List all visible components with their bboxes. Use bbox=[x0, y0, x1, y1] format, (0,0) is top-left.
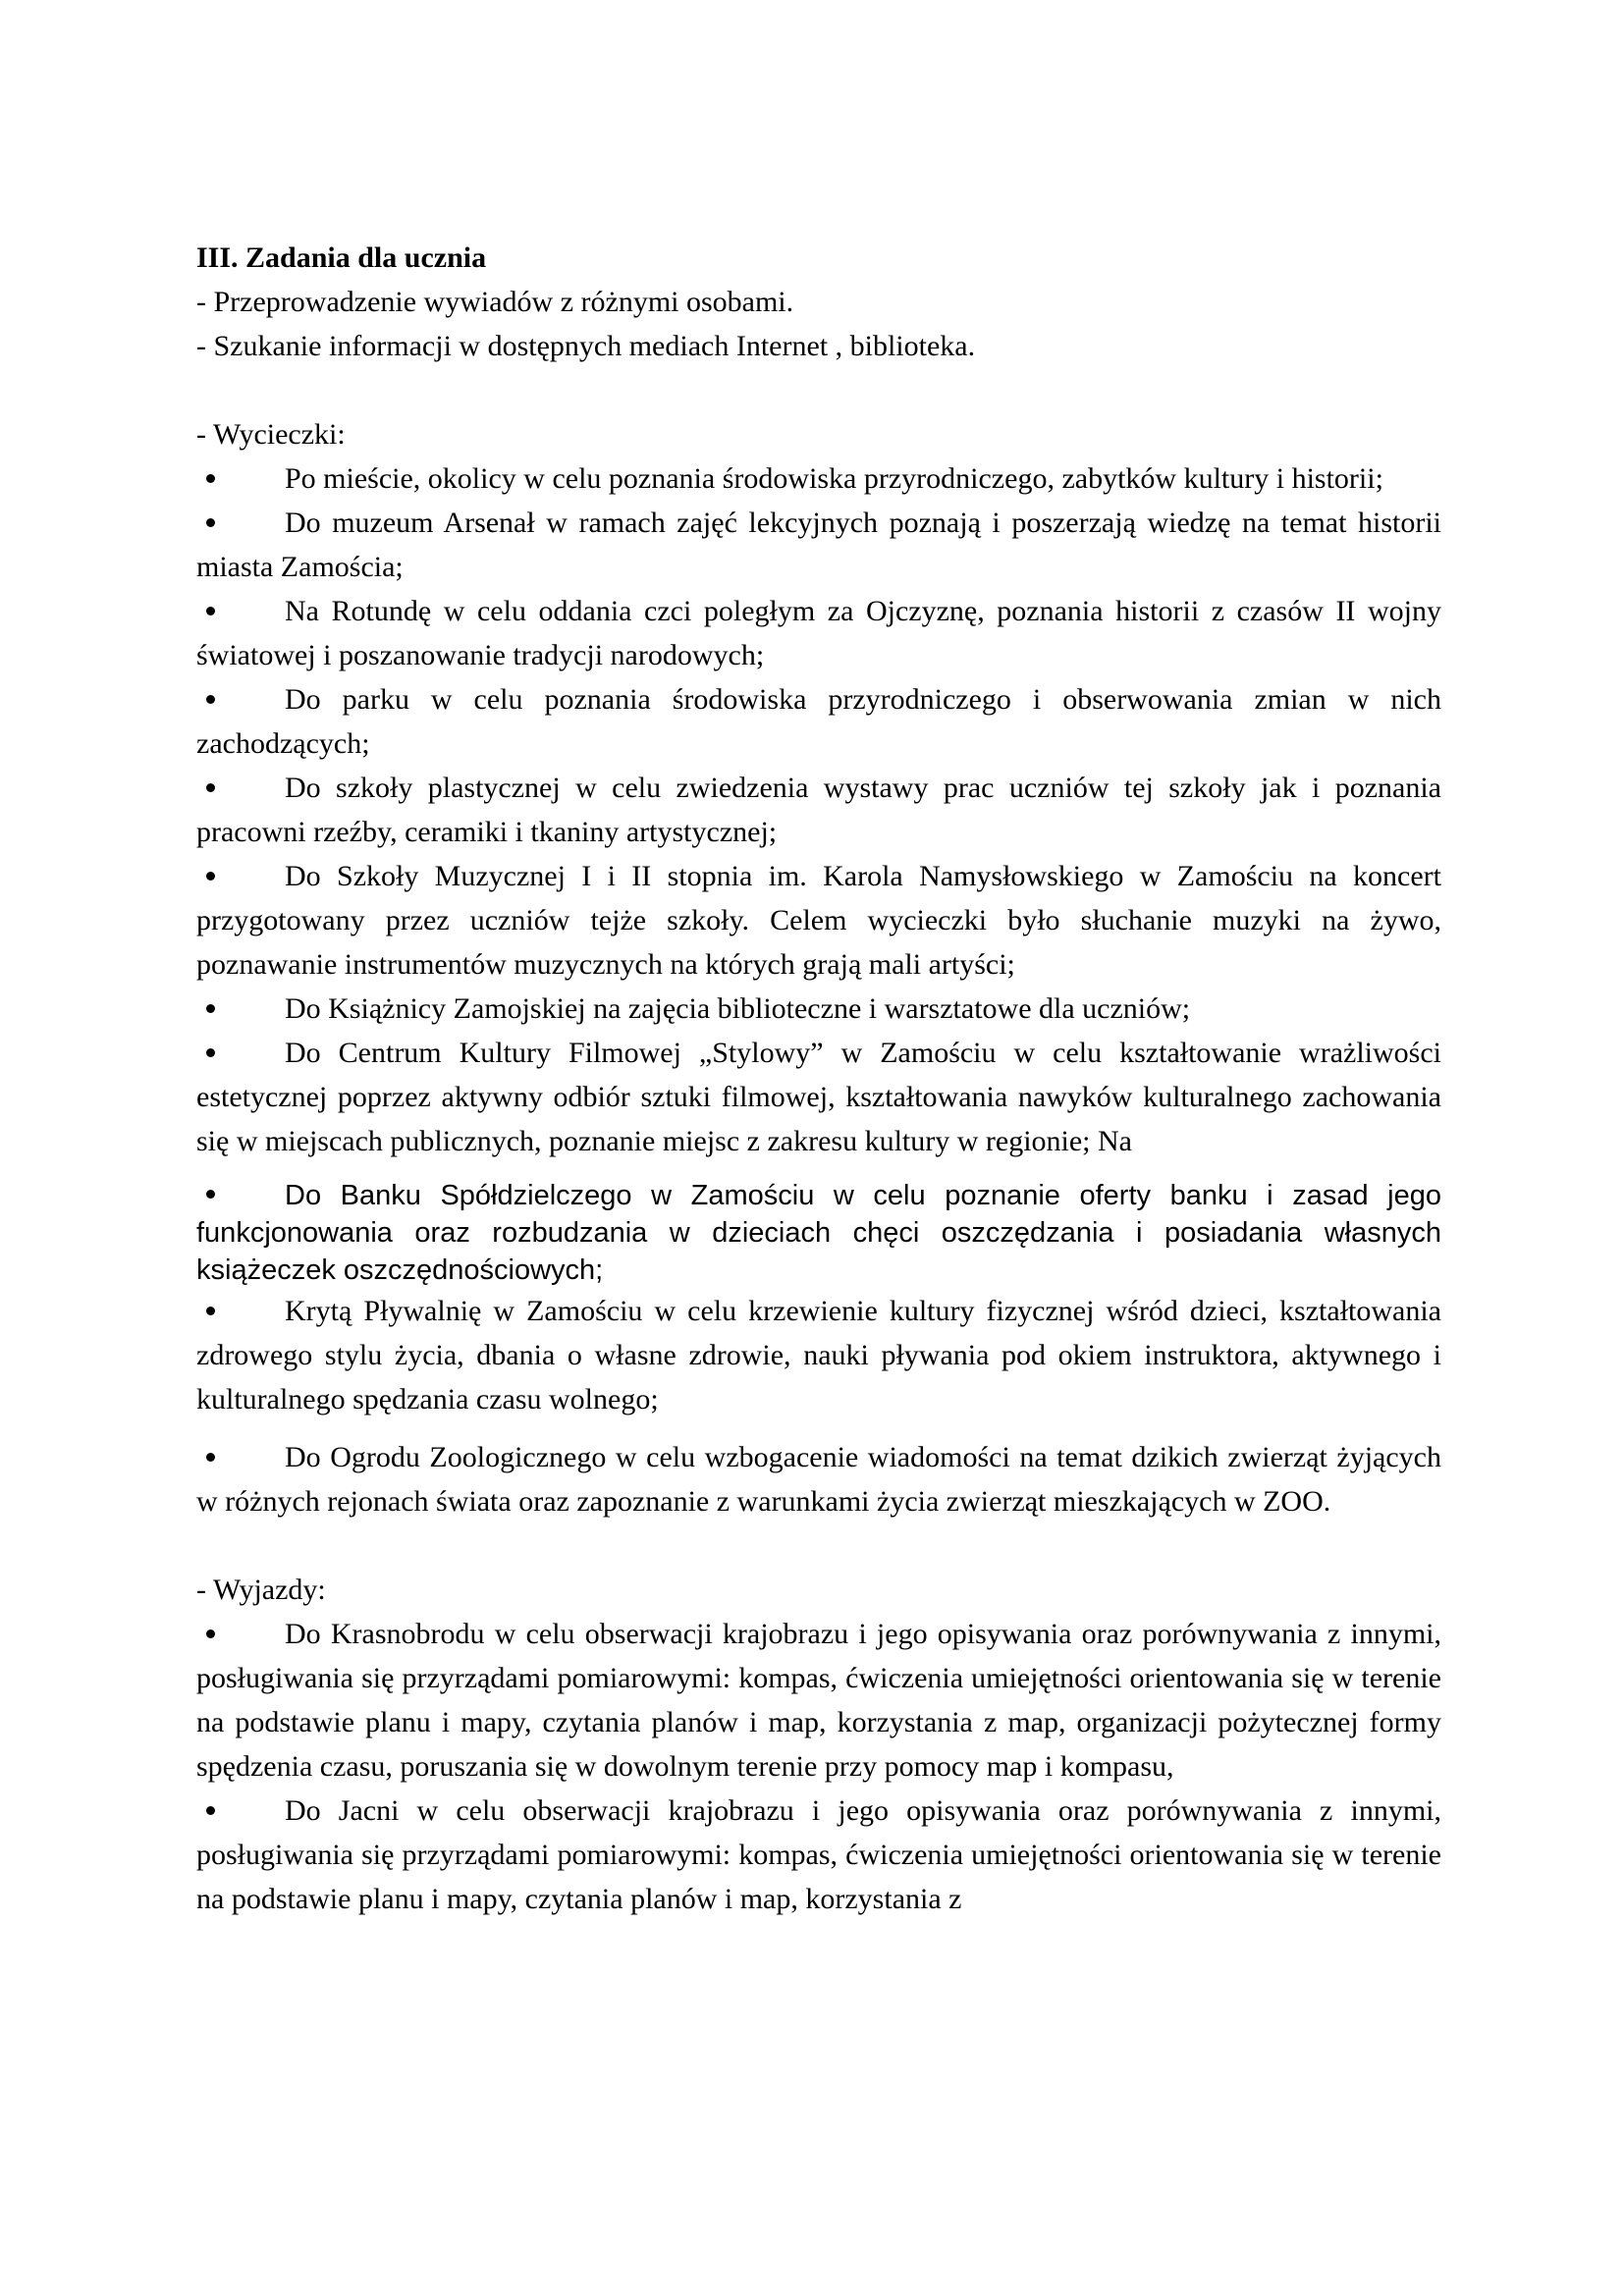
intro-line-media: - Szukanie informacji w dostępnych mediach Internet , biblioteka. bbox=[196, 330, 976, 362]
section-heading: III. Zadania dla ucznia bbox=[196, 241, 487, 274]
list-item-text: Krytą Pływalnię w Zamościu w celu krzewienie kultury fizycznej wśród dzieci, kształtowania zdrowego stylu życia, dbania o własne zdrowie, nauki pływania pod okiem instruktora, aktywnego i kulturalnego spędzania czasu wolnego; bbox=[196, 1295, 1441, 1415]
list-item bbox=[196, 456, 1441, 501]
list-item-text: Do Krasnobrodu w celu obserwacji krajobrazu i jego opisywania oraz porównywania z innymi, posługiwania się przyrządami pomiarowymi: kompas, ćwiczenia umiejętności orientowania się w terenie na podstawie planu i mapy, czytania planów i map, korzystania z map, organizacji pożytecznej formy spędzenia czasu, poruszania się w dowolnym terenie przy pomocy map i kompasu, bbox=[196, 1618, 1441, 1783]
list-item bbox=[196, 854, 1441, 987]
bullet-icon bbox=[196, 854, 285, 898]
list-item-text: Do Książnicy Zamojskiej na zajęcia biblioteczne i warsztatowe dla uczniów; bbox=[285, 992, 1191, 1025]
trips-label: - Wycieczki: bbox=[196, 418, 346, 451]
list-item bbox=[196, 766, 1441, 854]
list-item-text: Do szkoły plastycznej w celu zwiedzenia wystawy prac uczniów tej szkoły jak i poznania pracowni rzeźby, ceramiki i tkaniny artystycznej; bbox=[196, 772, 1441, 848]
journeys-list bbox=[196, 1612, 1441, 1921]
list-item bbox=[196, 677, 1441, 766]
bullet-icon bbox=[196, 1789, 285, 1833]
list-item bbox=[196, 1435, 1441, 1523]
intro-line-interviews: - Przeprowadzenie wywiadów z różnymi osobami. bbox=[196, 286, 794, 318]
bullet-icon bbox=[196, 589, 285, 633]
list-item-text: Po mieście, okolicy w celu poznania środowiska przyrodniczego, zabytków kultury i historii; bbox=[285, 462, 1383, 495]
bullet-icon bbox=[196, 766, 285, 810]
list-item-text: Na Rotundę w celu oddania czci poległym za Ojczyznę, poznania historii z czasów II wojny światowej i poszanowanie tradycji narodowych; bbox=[196, 595, 1441, 671]
list-item bbox=[196, 1612, 1441, 1789]
bullet-icon bbox=[196, 1612, 285, 1656]
list-item-text: Do Centrum Kultury Filmowej „Stylowy” w Zamościu w celu kształtowanie wrażliwości estetycznej poprzez aktywny odbiór sztuki filmowej, kształtowania nawyków kulturalnego zachowania się w miejscach publicznych, poznanie miejsc z zakresu kultury w regionie; Na bbox=[196, 1037, 1441, 1157]
bullet-icon bbox=[196, 1289, 285, 1333]
document-content bbox=[196, 236, 1441, 1921]
list-item-text: Do muzeum Arsenał w ramach zajęć lekcyjnych poznają i poszerzają wiedzę na temat historii miasta Zamościa; bbox=[196, 507, 1441, 583]
bullet-icon bbox=[196, 1177, 285, 1214]
bullet-icon bbox=[196, 1031, 285, 1075]
bullet-icon bbox=[196, 456, 285, 501]
journeys-label: - Wyjazdy: bbox=[196, 1574, 326, 1606]
trips-list bbox=[196, 456, 1441, 1523]
list-item bbox=[196, 987, 1441, 1031]
list-item bbox=[196, 1789, 1441, 1921]
list-item bbox=[196, 1289, 1441, 1421]
list-item bbox=[196, 501, 1441, 589]
list-item-text: Do Ogrodu Zoologicznego w celu wzbogacenie wiadomości na temat dzikich zwierząt żyjących w różnych rejonach świata oraz zapoznanie z warunkami życia zwierząt mieszkających w ZOO. bbox=[196, 1441, 1441, 1518]
list-item bbox=[196, 1177, 1441, 1289]
list-item-text: Do parku w celu poznania środowiska przyrodniczego i obserwowania zmian w nich zachodzących; bbox=[196, 683, 1441, 760]
bullet-icon bbox=[196, 1435, 285, 1479]
list-item bbox=[196, 1031, 1441, 1163]
list-item-text: Do Szkoły Muzycznej I i II stopnia im. Karola Namysłowskiego w Zamościu na koncert przygotowany przez uczniów tejże szkoły. Celem wycieczki było słuchanie muzyki na żywo, poznawanie instrumentów muzycznych na których grają mali artyści; bbox=[196, 860, 1441, 981]
list-item-text: Do Jacni w celu obserwacji krajobrazu i jego opisywania oraz porównywania z innymi, posługiwania się przyrządami pomiarowymi: kompas, ćwiczenia umiejętności orientowania się w terenie na podstawie planu i mapy, czytania planów i map, korzystania z bbox=[196, 1794, 1441, 1915]
list-item bbox=[196, 589, 1441, 677]
bullet-icon bbox=[196, 677, 285, 721]
list-item-text: Do Banku Spółdzielczego w Zamościu w celu poznanie oferty banku i zasad jego funkcjonowania oraz rozbudzania w dzieciach chęci oszczędzania i posiadania własnych książeczek oszczędnościowych; bbox=[196, 1180, 1441, 1286]
bullet-icon bbox=[196, 987, 285, 1031]
bullet-icon bbox=[196, 501, 285, 545]
